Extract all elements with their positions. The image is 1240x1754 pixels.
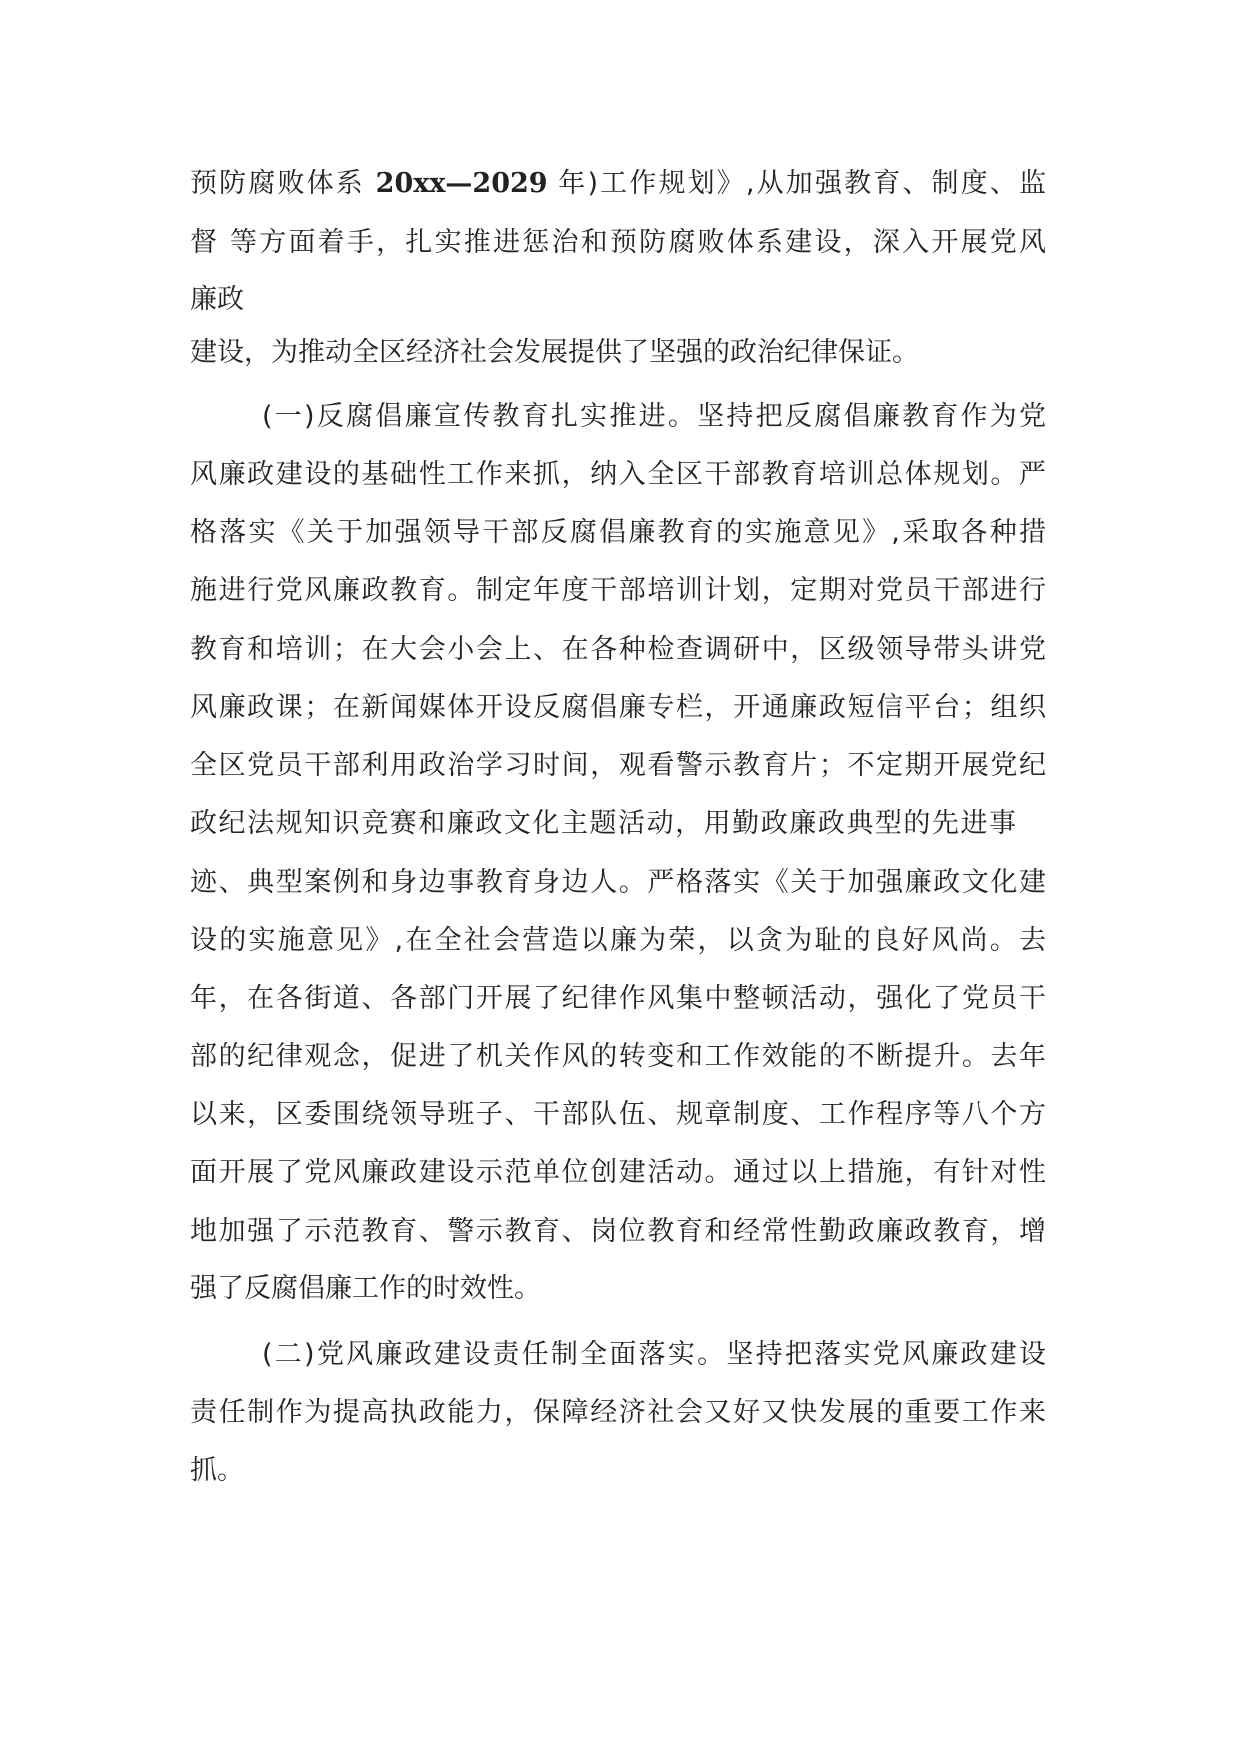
section1-line-12: 部的纪律观念，促进了机关作风的转变和工作效能的不断提升。去年 <box>190 1041 1046 1072</box>
section1-line-6: 风廉政课；在新闻媒体开设反腐倡廉专栏，开通廉政短信平台；组织 <box>190 692 1046 723</box>
section1-line-15: 地加强了示范教育、警示教育、岗位教育和经常性勤政廉政教育，增 <box>190 1216 1046 1247</box>
section1-line-4: 施进行党风廉政教育。制定年度干部培训计划，定期对党员干部进行 <box>190 575 1046 606</box>
intro-line-1-number: 20xx—2029 <box>375 168 548 199</box>
intro-line-1-text-b: 年)工作规划》,从加强教育、制度、监 <box>547 168 1046 199</box>
section1-line-16: 强了反腐倡廉工作的时效性。 <box>190 1273 541 1304</box>
section1-line-11: 年，在各街道、各部门开展了纪律作风集中整顿活动，强化了党员干 <box>190 983 1046 1014</box>
section1-line-14: 面开展了党风廉政建设示范单位创建活动。通过以上措施，有针对性 <box>190 1157 1046 1188</box>
section2-line-3: 抓。 <box>190 1455 244 1486</box>
intro-line-1 <box>190 164 1046 204</box>
section1-line-8: 政纪法规知识竞赛和廉政文化主题活动，用勤政廉政典型的先进事 <box>190 808 1016 839</box>
section1-line-10: 设的实施意见》,在全社会营造以廉为荣，以贪为耻的良好风尚。去 <box>190 925 1046 956</box>
section1-line-2: 风廉政建设的基础性工作来抓，纳入全区干部教育培训总体规划。严 <box>190 459 1046 490</box>
intro-line-4: 建设，为推动全区经济社会发展提供了坚强的政治纪律保证。 <box>190 337 919 368</box>
section1-line-1: (一)反腐倡廉宣传教育扎实推进。坚持把反腐倡廉教育作为党 <box>262 401 1046 432</box>
section1-line-3: 格落实《关于加强领导干部反腐倡廉教育的实施意见》,采取各种措 <box>190 517 1046 548</box>
section2-line-2: 责任制作为提高执政能力，保障经济社会又好又快发展的重要工作来 <box>190 1397 1046 1428</box>
section1-line-7: 全区党员干部利用政治学习时间，观看警示教育片；不定期开展党纪 <box>190 750 1046 781</box>
intro-line-2: 督 等方面着手，扎实推进惩治和预防腐败体系建设，深入开展党风 <box>190 227 1046 258</box>
intro-line-3: 廉政 <box>190 284 244 315</box>
intro-line-1-text-a: 预防腐败体系 <box>190 168 376 199</box>
section1-line-5: 教育和培训；在大会小会上、在各种检查调研中，区级领导带头讲党 <box>190 634 1046 665</box>
section1-line-9: 迹、典型案例和身边事教育身边人。严格落实《关于加强廉政文化建 <box>190 867 1046 898</box>
section1-line-13: 以来，区委围绕领导班子、干部队伍、规章制度、工作程序等八个方 <box>190 1099 1046 1130</box>
section2-line-1: (二)党风廉政建设责任制全面落实。坚持把落实党风廉政建设 <box>262 1339 1046 1370</box>
